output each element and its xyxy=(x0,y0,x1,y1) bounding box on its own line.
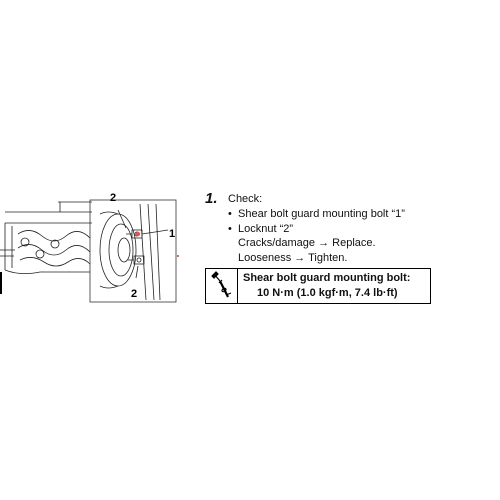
snowthrower-illustration xyxy=(0,190,185,310)
step-number: 1. xyxy=(205,190,218,207)
marker-dot xyxy=(177,255,179,257)
auger-housing-drawing xyxy=(0,190,185,310)
spec-icon-cell xyxy=(206,269,238,303)
callout-bolt: 1 xyxy=(169,228,176,240)
callout-locknut-bottom: 2 xyxy=(131,288,138,300)
torque-wrench-icon xyxy=(206,269,237,303)
page-edge-mark xyxy=(0,272,2,294)
result-looseness: Looseness → Tighten. xyxy=(238,251,348,264)
spec-title: Shear bolt guard mounting bolt: xyxy=(243,272,411,284)
result-cracks: Cracks/damage → Replace. xyxy=(238,237,376,249)
check-item-bolt: • Shear bolt guard mounting bolt “1” xyxy=(228,207,405,222)
spec-value: 10 N·m (1.0 kgf·m, 7.4 lb·ft) xyxy=(257,287,398,299)
check-item-locknut: • Locknut “2” xyxy=(228,222,405,237)
step-title: Check: xyxy=(228,193,263,205)
check-list xyxy=(228,207,405,265)
torque-spec-box xyxy=(205,268,431,304)
callout-locknut-top: 2 xyxy=(110,192,117,204)
